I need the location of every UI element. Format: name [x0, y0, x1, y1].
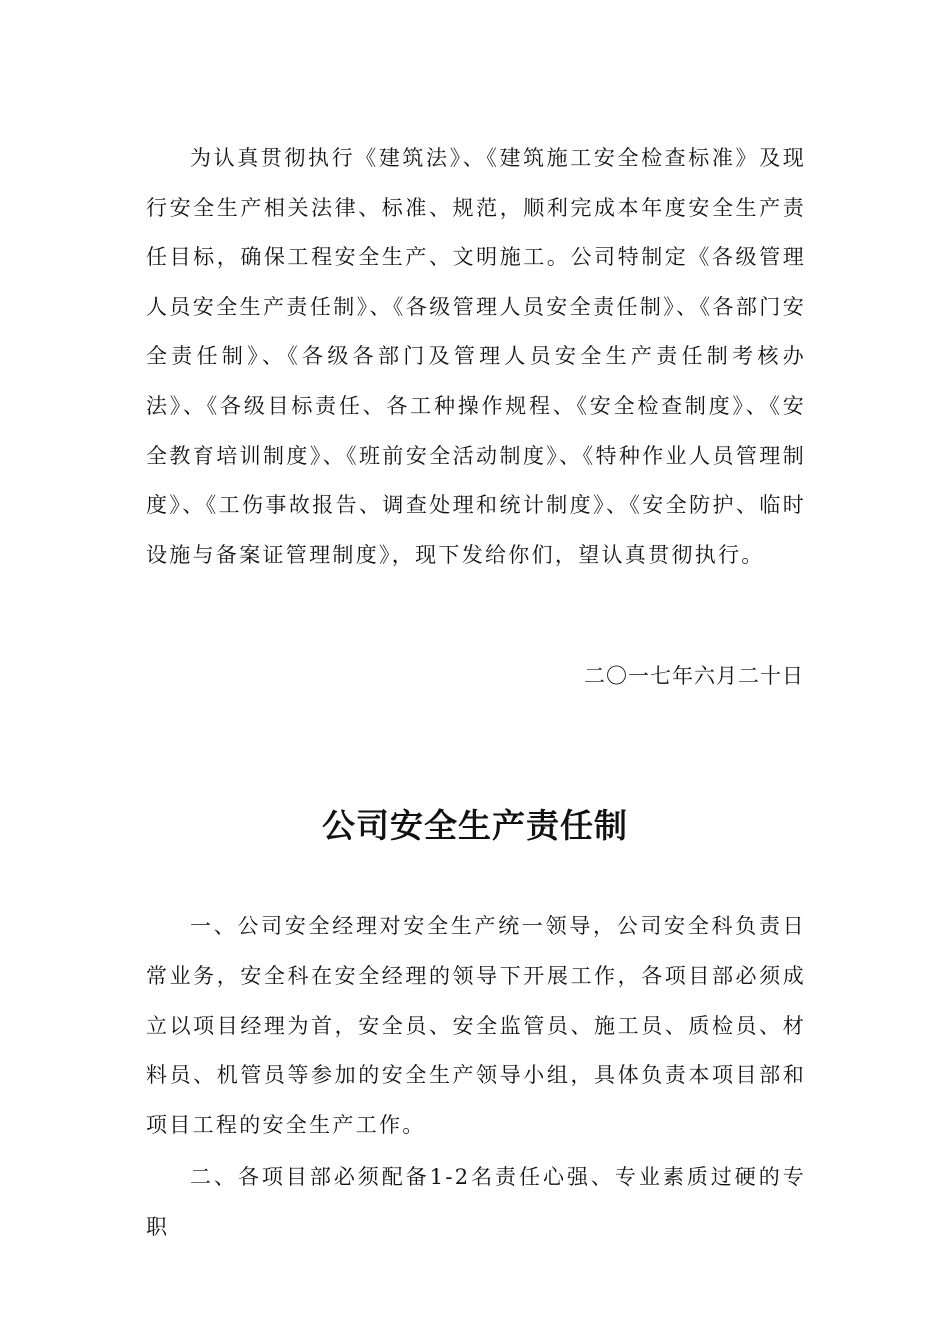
paragraph-2: 二、各项目部必须配备1-2名责任心强、专业素质过硬的专职: [146, 1165, 806, 1239]
intro-paragraph: 为认真贯彻执行《建筑法》、《建筑施工安全检查标准》及现行安全生产相关法律、标准、规范，顺利完成本年度安全生产责任目标，确保工程安全生产、文明施工。公司特制定《各级管理人员安全生产责任制》、《各级管理人员安全责任制》、《各部门安全责任制》、《各级各部门及管理人员安全生产责任制考核办法》、《各级目标责任、各工种操作规程、《安全检查制度》、《安全教育培训制度》、《班前安全活动制度》、《特种作业人员管理制度》、《工伤事故报告、调查处理和统计制度》、《安全防护、临时设施与备案证管理制度》，现下发给你们，望认真贯彻执行。: [146, 146, 806, 567]
section-title: 公司安全生产责任制: [322, 806, 628, 845]
paragraph-1: 一、公司安全经理对安全生产统一领导，公司安全科负责日常业务，安全科在安全经理的领导下开展工作，各项目部必须成立以项目经理为首，安全员、安全监管员、施工员、质检员、材料员、机管员等参加的安全生产领导小组，具体负责本项目部和项目工程的安全生产工作。: [146, 914, 806, 1138]
issue-date: 二〇一七年六月二十日: [584, 664, 804, 688]
